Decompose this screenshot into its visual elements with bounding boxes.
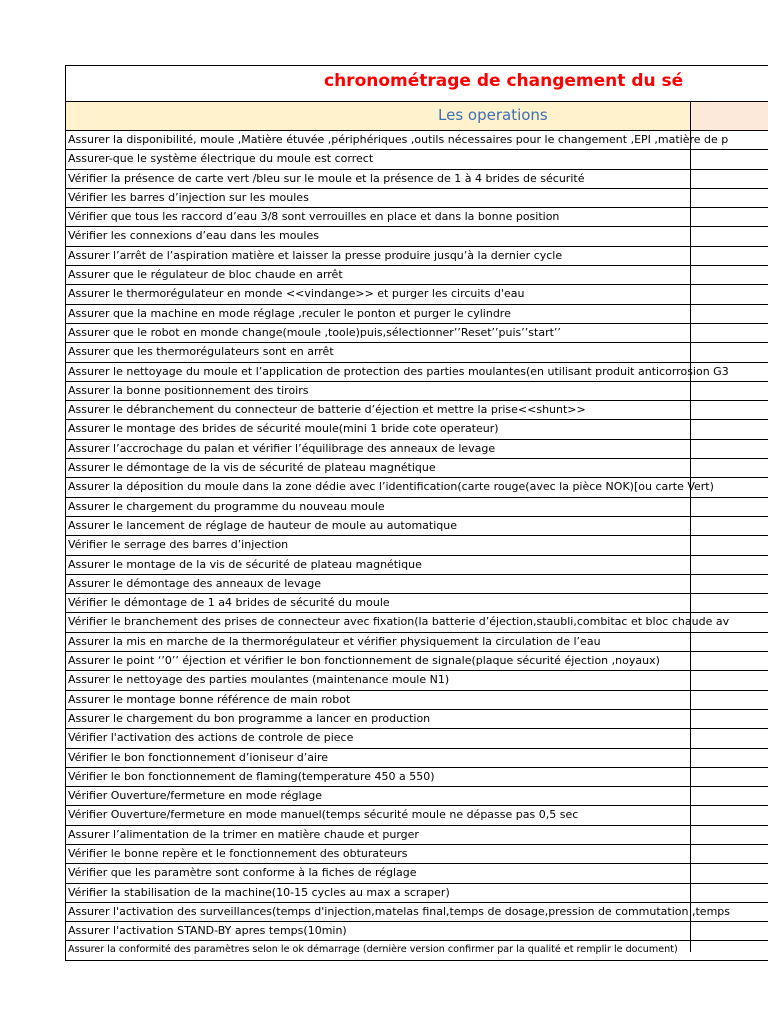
operation-row[interactable]: Assurer le montage de la vis de sécurité de plateau magnétique <box>66 556 768 575</box>
operations-sheet <box>65 65 768 961</box>
operation-row[interactable]: Vérifier le bon fonctionnement d’ioniseur d’aire <box>66 749 768 768</box>
operation-row[interactable]: Assurer la conformité des paramètres selon le ok démarrage (dernière version confirmer par la qualité et remplir le document) <box>66 941 768 960</box>
operation-row[interactable]: Assurer le nettoyage du moule et l’application de protection des parties moulantes(en utilisant produit anticorrosion G3 <box>66 363 768 382</box>
operation-row[interactable]: Vérifier Ouverture/fermeture en mode manuel(temps sécurité moule ne dépasse pas 0,5 sec <box>66 806 768 825</box>
operations-header: Les operations <box>438 106 548 124</box>
operation-row[interactable]: Assurer la mis en marche de la thermorégulateur et vérifier physiquement la circulation de l’eau <box>66 633 768 652</box>
operation-row[interactable]: Assurer le point ‘’0’’ éjection et vérifier le bon fonctionnement de signale(plaque sécurité éjection ,noyaux) <box>66 652 768 671</box>
operation-row[interactable]: Assurer le démontage des anneaux de levage <box>66 575 768 594</box>
operation-row[interactable]: Vérifier le serrage des barres d’injection <box>66 536 768 555</box>
operation-row[interactable]: Assurer le démontage de la vis de sécurité de plateau magnétique <box>66 459 768 478</box>
operation-row[interactable]: Vérifier la stabilisation de la machine(10-15 cycles au max a scraper) <box>66 884 768 903</box>
operation-row[interactable]: Assurer la bonne positionnement des tiroirs <box>66 382 768 401</box>
operation-row[interactable]: Vérifier le bon fonctionnement de flaming(temperature 450 a 550) <box>66 768 768 787</box>
operation-row[interactable]: Assurer-que le système électrique du moule est correct <box>66 150 768 169</box>
operations-list <box>66 131 768 961</box>
operation-row[interactable]: Assurer l'activation des surveillances(temps d'injection,matelas final,temps de dosage,pression de commutation ,temps <box>66 903 768 922</box>
sheet-title: chronométrage de changement du sé <box>324 71 684 91</box>
operation-row[interactable]: Vérifier les connexions d’eau dans les moules <box>66 227 768 246</box>
operation-row[interactable]: Vérifier la présence de carte vert /bleu sur le moule et la présence de 1 à 4 brides de sécurité <box>66 170 768 189</box>
operation-row[interactable]: Assurer l'activation STAND-BY apres temps(10min) <box>66 922 768 941</box>
operation-row[interactable]: Assurer la disponibilité, moule ,Matière étuvée ,périphériques ,outils nécessaires pour le changement ,EPI ,matière de p <box>66 131 768 150</box>
operation-row[interactable]: Assurer que la machine en mode réglage ,reculer le ponton et purger le cylindre <box>66 305 768 324</box>
operation-row[interactable]: Vérifier l'activation des actions de controle de piece <box>66 729 768 748</box>
operation-row[interactable]: Vérifier les barres d’injection sur les moules <box>66 189 768 208</box>
operation-row[interactable]: Vérifier le démontage de 1 a4 brides de sécurité du moule <box>66 594 768 613</box>
title-row <box>66 66 768 102</box>
operation-row[interactable]: Assurer le lancement de réglage de hauteur de moule au automatique <box>66 517 768 536</box>
column-border <box>690 101 691 952</box>
operation-row[interactable]: Assurer que les thermorégulateurs sont en arrêt <box>66 343 768 362</box>
operation-row[interactable]: Assurer le chargement du programme du nouveau moule <box>66 498 768 517</box>
operation-row[interactable]: Assurer le débranchement du connecteur de batterie d’éjection et mettre la prise<<shunt>> <box>66 401 768 420</box>
operation-row[interactable]: Assurer le thermorégulateur en monde <<vindange>> et purger les circuits d'eau <box>66 285 768 304</box>
operation-row[interactable]: Assurer le chargement du bon programme a lancer en production <box>66 710 768 729</box>
operation-row[interactable]: Assurer que le régulateur de bloc chaude en arrêt <box>66 266 768 285</box>
operation-row[interactable]: Vérifier Ouverture/fermeture en mode réglage <box>66 787 768 806</box>
operation-row[interactable]: Vérifier que les paramètre sont conforme à la fiches de réglage <box>66 864 768 883</box>
operation-row[interactable]: Assurer l’arrêt de l’aspiration matière et laisser la presse produire jusqu’à la dernier cycle <box>66 247 768 266</box>
operation-row[interactable]: Vérifier le branchement des prises de connecteur avec fixation(la batterie d’éjection,staubli,combitac et bloc chaude av <box>66 613 768 632</box>
operation-row[interactable]: Assurer la déposition du moule dans la zone dédie avec l’identification(carte rouge(avec la pièce NOK)[ou carte Vert) <box>66 478 768 497</box>
operation-row[interactable]: Assurer le nettoyage des parties moulantes (maintenance moule N1) <box>66 671 768 690</box>
operation-row[interactable]: Vérifier que tous les raccord d’eau 3/8 sont verrouilles en place et dans la bonne position <box>66 208 768 227</box>
operation-row[interactable]: Vérifier le bonne repère et le fonctionnement des obturateurs <box>66 845 768 864</box>
operation-row[interactable]: Assurer le montage bonne référence de main robot <box>66 691 768 710</box>
operation-row[interactable]: Assurer le montage des brides de sécurité moule(mini 1 bride cote operateur) <box>66 420 768 439</box>
header-cell-fill <box>692 102 768 130</box>
header-row <box>66 102 768 131</box>
operation-row[interactable]: Assurer que le robot en monde change(moule ,toole)puis,sélectionner’’Reset’’puis’’start’’ <box>66 324 768 343</box>
operation-row[interactable]: Assurer l’accrochage du palan et vérifier l’équilibrage des anneaux de levage <box>66 440 768 459</box>
operation-row[interactable]: Assurer l’alimentation de la trimer en matière chaude et purger <box>66 826 768 845</box>
